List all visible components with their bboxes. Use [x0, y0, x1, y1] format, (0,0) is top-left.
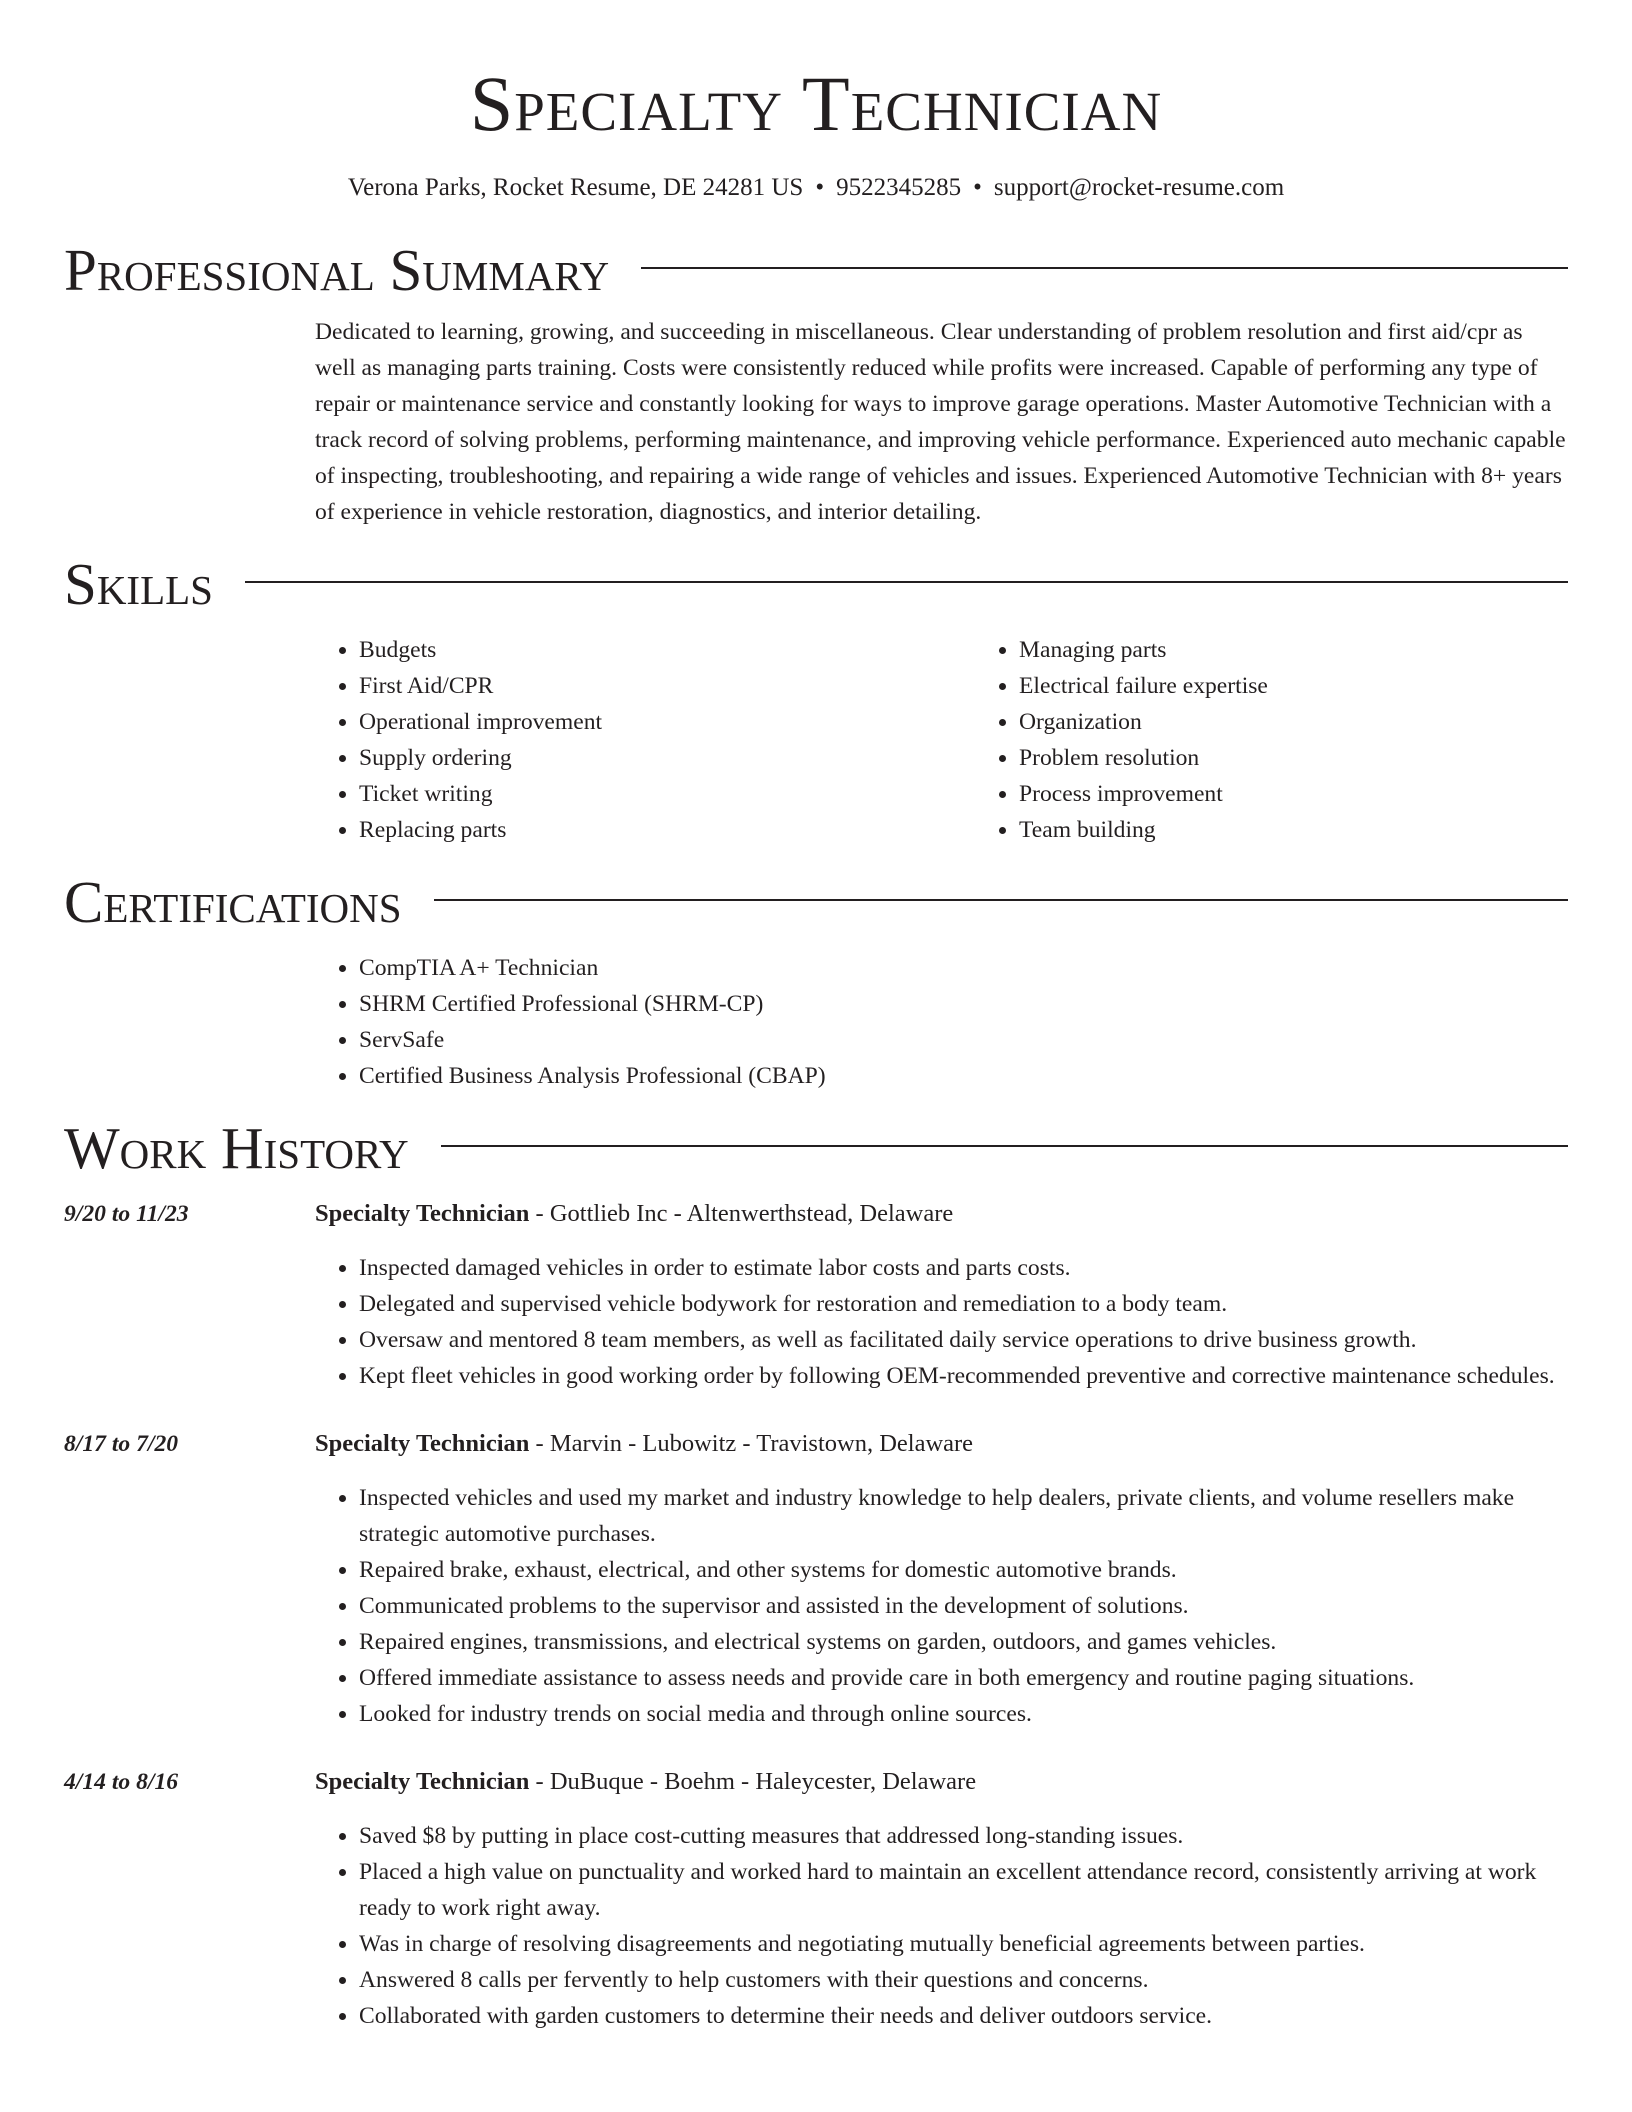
job-heading: [315, 1764, 1568, 1800]
job-title: Specialty Technician: [315, 1430, 530, 1457]
contact-phone: 9522345285: [836, 174, 962, 201]
skills-heading: Skills: [64, 551, 213, 617]
skill-item: • First Aid/CPR: [359, 668, 975, 704]
work-heading: Work History: [64, 1115, 409, 1181]
job-employer: - Gottlieb Inc - Altenwerthstead, Delaware: [529, 1200, 954, 1227]
certification-item: • CompTIA A+ Technician: [359, 950, 1568, 986]
job-employer: - DuBuque - Boehm - Haleycester, Delaware: [529, 1768, 977, 1795]
job-details: [315, 1426, 1568, 1732]
job-bullet: • Offered immediate assistance to assess needs and provide care in both emergency and routine paging situations.: [359, 1660, 1568, 1696]
skill-item: • Operational improvement: [359, 704, 975, 740]
skill-item: • Problem resolution: [1019, 740, 1632, 776]
section-divider: [245, 581, 1568, 583]
job-bullet: • Oversaw and mentored 8 team members, as well as facilitated daily service operations to drive business growth.: [359, 1322, 1568, 1358]
certification-item: • ServSafe: [359, 1022, 1568, 1058]
job-dates: 8/17 to 7/20: [64, 1431, 179, 1457]
job-bullet: • Saved $8 by putting in place cost-cutting measures that addressed long-standing issues.: [359, 1818, 1568, 1854]
contact-email: support@rocket-resume.com: [993, 174, 1285, 201]
section-divider: [441, 1145, 1568, 1147]
summary-text: Dedicated to learning, growing, and succeeding in miscellaneous. Clear understanding of problem resolution and first aid/cpr as well as managing parts training. Costs were consistently reduced while profits were increased. Capable of performing any type of repair or maintenance service and constantly looking for ways to improve garage operations. Master Automotive Technician with a track record of solving problems, performing maintenance, and improving vehicle performance. Experienced auto mechanic capable of inspecting, troubleshooting, and repairing a wide range of vehicles and issues. Experienced Automotive Technician with 8+ years of experience in vehicle restoration, diagnostics, and interior detailing.: [315, 319, 1566, 525]
job-heading: [315, 1426, 1568, 1462]
job-bullet: • Placed a high value on punctuality and worked hard to maintain an excellent attendance record, consistently arriving at work ready to work right away.: [359, 1854, 1568, 1926]
skills-column-left: [315, 632, 975, 848]
job-dates: 9/20 to 11/23: [64, 1201, 189, 1227]
skill-item: • Process improvement: [1019, 776, 1632, 812]
job-bullet: • Repaired brake, exhaust, electrical, and other systems for domestic automotive brands.: [359, 1552, 1568, 1588]
contact-address: Verona Parks, Rocket Resume, DE 24281 US: [347, 174, 804, 201]
skills-section-header: [64, 552, 1568, 616]
skill-item: • Team building: [1019, 812, 1632, 848]
certifications-list: [315, 950, 1568, 1094]
skill-item: • Ticket writing: [359, 776, 975, 812]
job-bullet: • Repaired engines, transmissions, and electrical systems on garden, outdoors, and games vehicles.: [359, 1624, 1568, 1660]
contact-separator: •: [973, 174, 982, 201]
job-employer: - Marvin - Lubowitz - Travistown, Delaware: [529, 1430, 974, 1457]
job-heading: [315, 1196, 1568, 1232]
job-bullet: • Looked for industry trends on social media and through online sources.: [359, 1696, 1568, 1732]
job-entry: [64, 1196, 1568, 1394]
skill-item: • Supply ordering: [359, 740, 975, 776]
resume-name: Specialty Technician: [469, 60, 1163, 147]
job-entry: [64, 1426, 1568, 1732]
job-details: [315, 1764, 1568, 2034]
job-bullet: • Inspected damaged vehicles in order to estimate labor costs and parts costs.: [359, 1250, 1568, 1286]
certifications-body: [315, 950, 1568, 1094]
summary-section-header: [64, 238, 1568, 302]
skills-column-right: [975, 632, 1632, 848]
job-bullet: • Kept fleet vehicles in good working order by following OEM-recommended preventive and corrective maintenance schedules.: [359, 1358, 1568, 1394]
summary-heading: Professional Summary: [64, 237, 610, 303]
job-dates: 4/14 to 8/16: [64, 1769, 179, 1795]
job-details: [315, 1196, 1568, 1394]
job-bullet: • Collaborated with garden customers to determine their needs and deliver outdoors service.: [359, 1998, 1568, 2034]
job-title: Specialty Technician: [315, 1768, 530, 1795]
job-title: Specialty Technician: [315, 1200, 530, 1227]
job-bullet: • Answered 8 calls per fervently to help customers with their questions and concerns.: [359, 1962, 1568, 1998]
work-section-header: [64, 1116, 1568, 1180]
skill-item: • Electrical failure expertise: [1019, 668, 1632, 704]
job-bullets: [315, 1480, 1568, 1732]
section-divider: [641, 267, 1568, 269]
skill-item: • Budgets: [359, 632, 975, 668]
skill-item: • Replacing parts: [359, 812, 975, 848]
certifications-heading: Certifications: [64, 869, 402, 935]
job-bullet: • Delegated and supervised vehicle bodywork for restoration and remediation to a body team.: [359, 1286, 1568, 1322]
certifications-section-header: [64, 870, 1568, 934]
certification-item: • SHRM Certified Professional (SHRM-CP): [359, 986, 1568, 1022]
skills-list: [315, 632, 1568, 848]
skill-item: • Organization: [1019, 704, 1632, 740]
skill-item: • Managing parts: [1019, 632, 1632, 668]
certification-item: • Certified Business Analysis Professional (CBAP): [359, 1058, 1568, 1094]
job-entry: [64, 1764, 1568, 2034]
job-bullet: • Inspected vehicles and used my market and industry knowledge to help dealers, private clients, and volume resellers make strategic automotive purchases.: [359, 1480, 1568, 1552]
job-bullet: • Was in charge of resolving disagreements and negotiating mutually beneficial agreements between parties.: [359, 1926, 1568, 1962]
contact-line: [64, 172, 1568, 204]
section-divider: [434, 899, 1568, 901]
summary-body: [315, 314, 1568, 530]
job-bullet: • Communicated problems to the supervisor and assisted in the development of solutions.: [359, 1588, 1568, 1624]
job-bullets: [315, 1818, 1568, 2034]
contact-separator: •: [815, 174, 825, 201]
job-bullets: [315, 1250, 1568, 1394]
